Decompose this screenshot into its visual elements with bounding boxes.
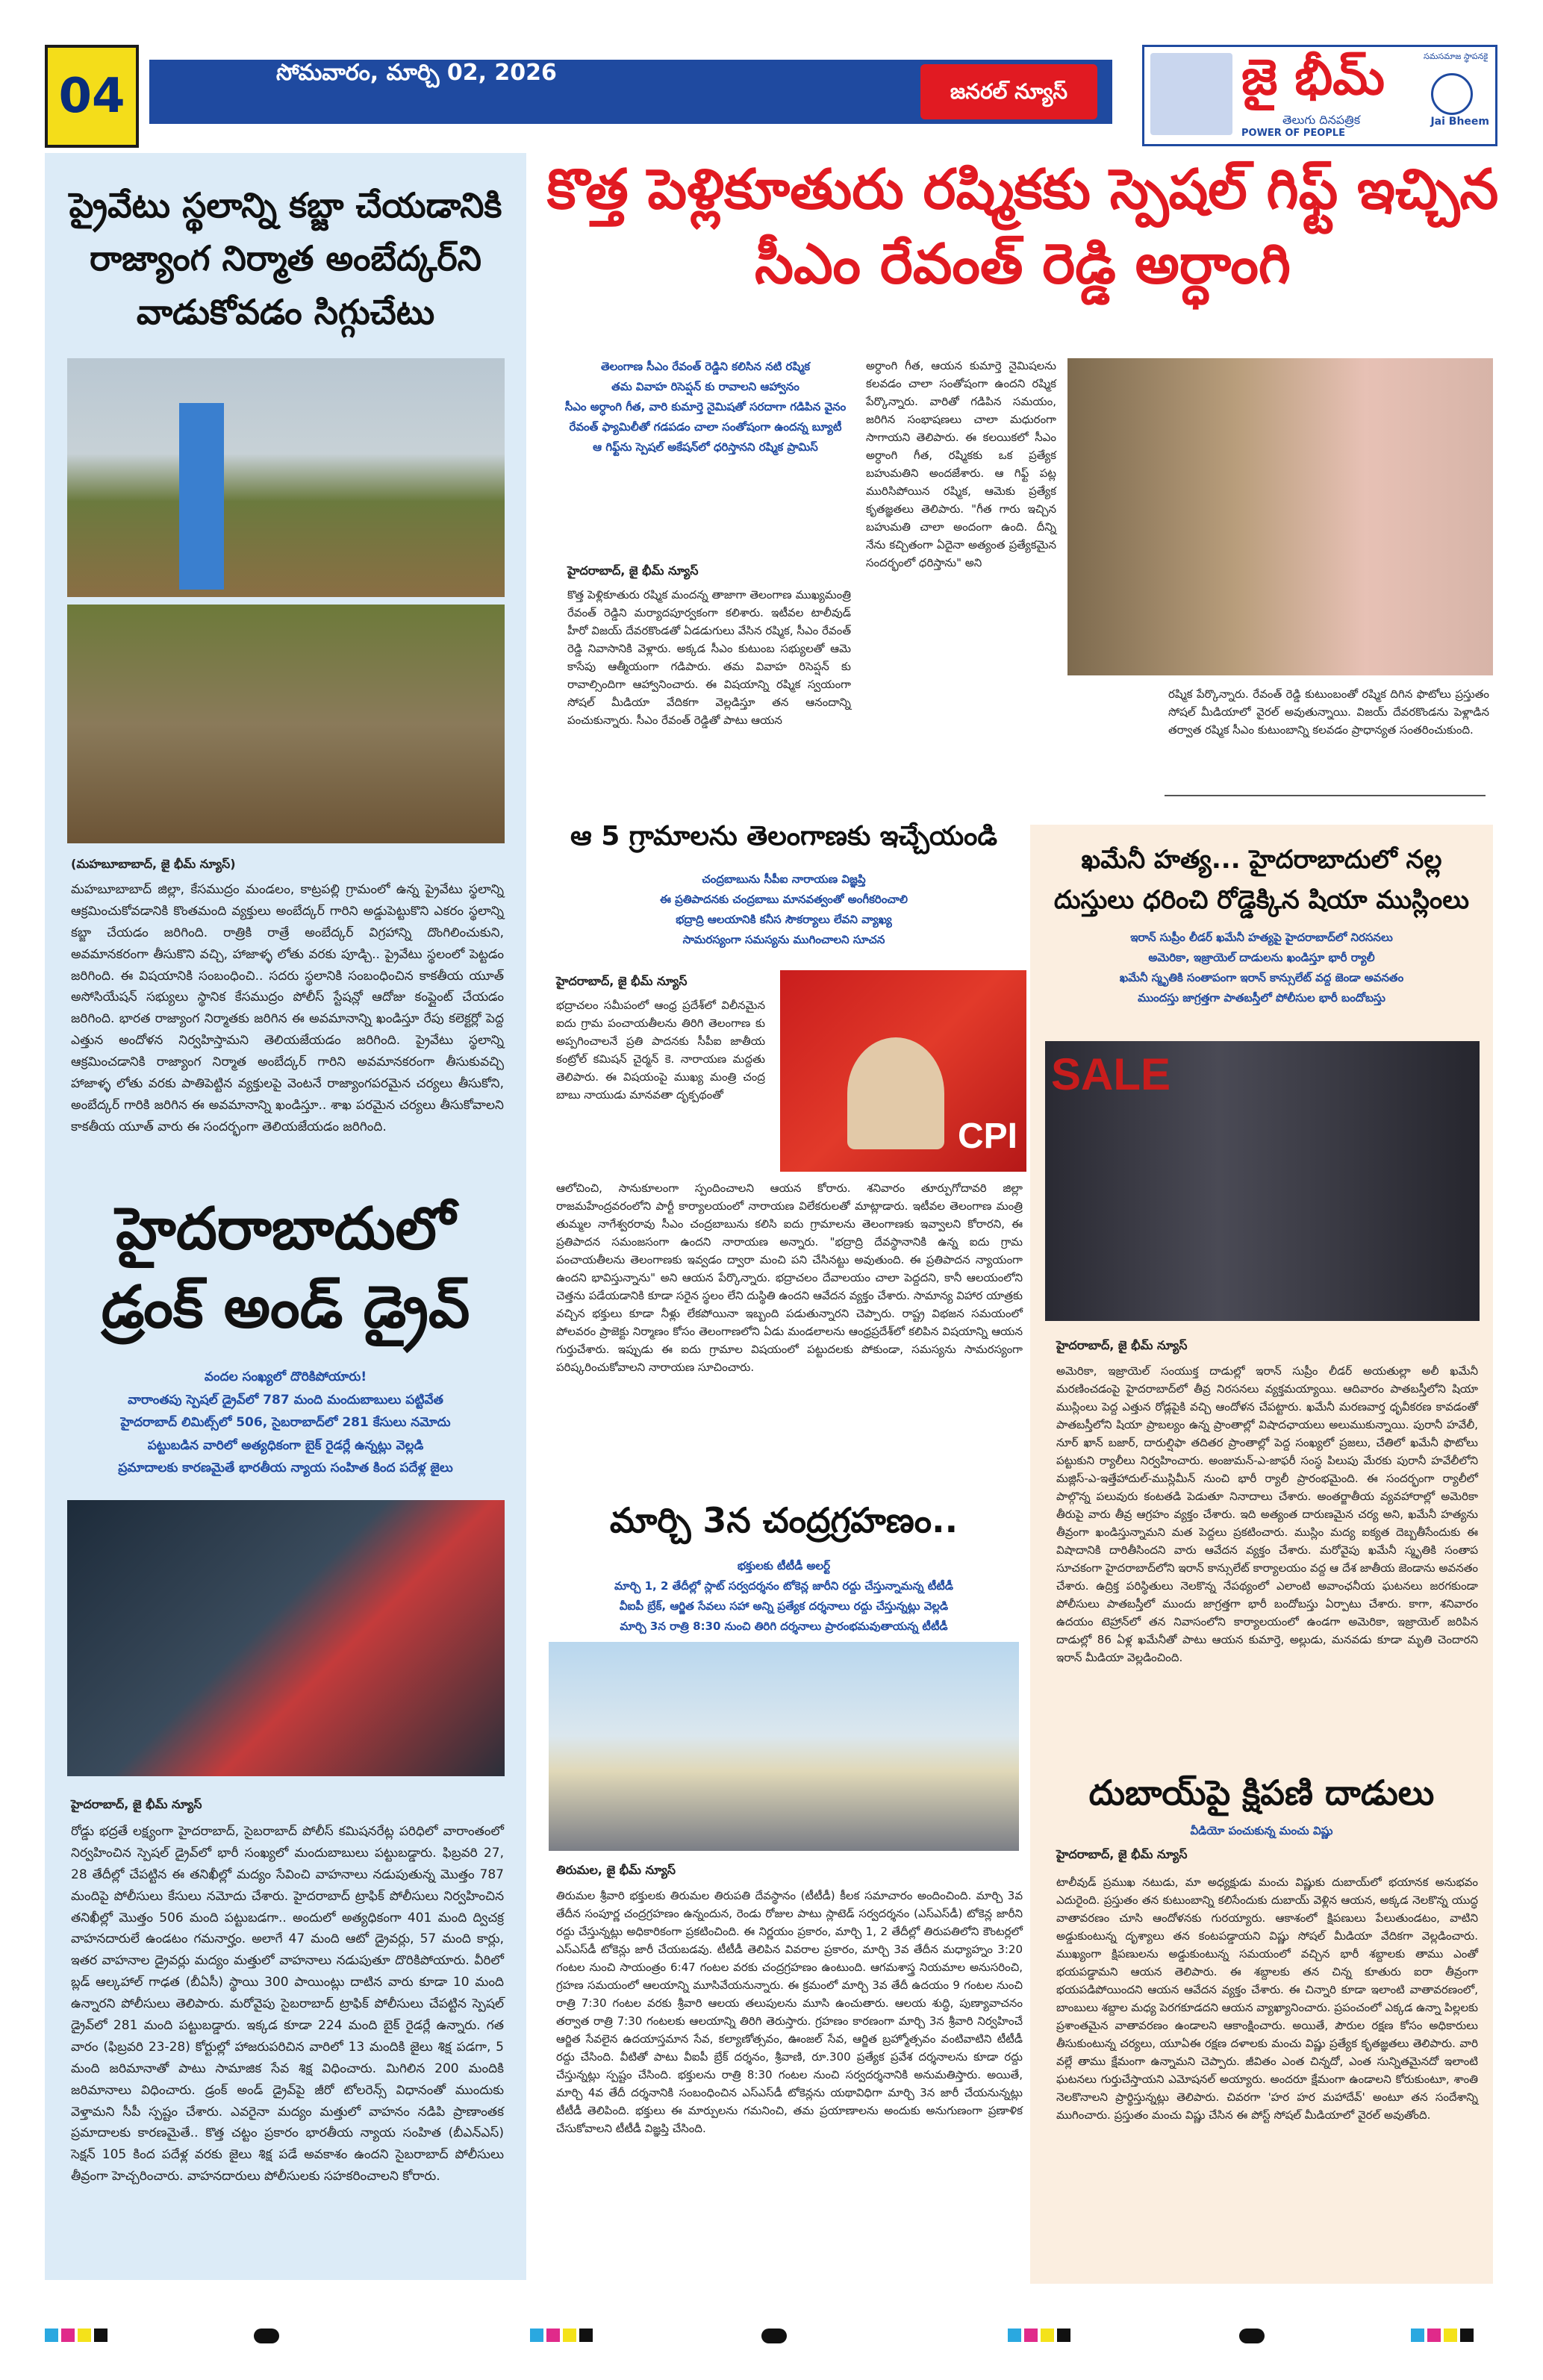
sale-sign-text: SALE (1051, 1049, 1171, 1099)
cpi-banner-text: CPI (957, 1116, 1017, 1156)
highlight-line: ప్రమాదాలకు కారణమైతే భారతీయ న్యాయ సంహిత కింద పదేళ్ల జైలు (118, 1461, 453, 1476)
main-headline: కొత్త పెళ్లికూతురు రష్మికకు స్పెషల్ గిఫ్ట్ ఇచ్చిన సీఎం రేవంత్ రెడ్డి అర్ధాంగి (546, 157, 1499, 296)
khamenei-body: అమెరికా, ఇజ్రాయెల్ సంయుక్త దాడుల్లో ఇరాన్ సుప్రీం లీడర్ అయతుల్లా అలీ ఖమేనీ మరణించడంపై హైదరాబాద్‌లో తీవ్ర నిరసనలు వ్యక్తమయ్యాయి. ఆదివారం పాతబస్తీలోని షియా ముస్లింలు పెద్ద ఎత్తున రోడ్లపైకి వచ్చి ఆందోళన చేపట్టారు. ఖమేనీ మరణవార్త ధృవీకరణ కావడంతో పాతబస్తీలోని షియా ప్రాబల్యం ఉన్న ప్రాంతాల్లో విషాదఛాయలు అలుముకున్నాయి. పురానీ హవేలీ, నూర్ ఖాన్ బజార్, దారుల్షిఫా తదితర ప్రాంతాల్లో పెద్ద సంఖ్యలో ప్రజలు, చేతిలో ఖమేనీ ఫొటోలు పట్టుకుని ర్యాలీలు నిర్వహించారు. అంజుమన్-ఎ-జాఫరీ సంస్థ పిలుపు మేరకు పురానీ హవేలీలోని మజ్లిస్-ఎ-ఇత్తేహాదుల్-ముస్లిమీన్ నుంచి భారీ ర్యాలీ ప్రారంభమైంది. ఈ సందర్భంగా ర్యాలీలో పాల్గొన్న పలువురు కంటతడి పెడుతూ నినాదాలు చేశారు. అంతర్జాతీయ వ్యవహారాల్లో అమెరికా తీరుపై వారు తీవ్ర ఆగ్రహం వ్యక్తం చేశారు. ఇది అత్యంత దారుణమైన చర్య అని, ఖమేనీ హత్యను తీవ్రంగా ఖండిస్తున్నామని మత పెద్దలు ప్రకటించారు. ముస్లిం మద్య ఐక్యత దెబ్బతీసేందుకు ఈ విషాదానికి దారితీసిందని వారు ఆవేదన వ్యక్తం చేశారు. మరోవైపు ఖమేనీ స్మృతికి సంతాప సూచకంగా హైదరాబాద్‌లోని ఇరాన్ కాన్సులేట్ కార్యాలయం వద్ద ఆ దేశ జాతీయ జెండాను అవనతం చేశారు. ఉద్రిక్త పరిస్థితులు నెలకొన్న నేపథ్యంలో ఎలాంటి అవాంఛనీయ ఘటనలు జరగకుండా పోలీసులు పాతబస్తీలో ముందు జాగ్రత్తగా భారీ బందోబస్తు ఏర్పాటు చేశారు. కాగా, శనివారం ఉదయం టెహ్రాన్‌లో తన నివాసంలోని కార్యాలయంలో ఉండగా అమెరికా, ఇజ్రాయెల్ జరిపిన దాడుల్లో 86 ఏళ్ల ఖమేనీతో పాటు ఆయన కుమార్తె, అల్లుడు, మనవడు కూడా మృతి చెందారని ఇరాన్ మీడియా వెల్లడించింది. (1056, 1364, 1478, 1664)
highlight-line: వీఐపీ బ్రేక్, ఆర్జిత సేవలు సహా అన్ని ప్రత్యేక దర్శనాలు రద్దు చేస్తున్నట్లు వెల్లడి (619, 1599, 949, 1613)
highlight-line: ఆ గిఫ్ట్‌ను స్పెషల్ అకేషన్‌లో ధరిస్తానని రష్మిక ప్రామిస్ (593, 440, 818, 454)
masthead-motto: POWER OF PEOPLE (1241, 128, 1345, 139)
color-swatch (1460, 2329, 1474, 2342)
ambedkar-statue-photo (67, 358, 505, 597)
main-byline: హైదరాబాద్, జై భీమ్ న్యూస్ (567, 563, 699, 578)
khamenei-byline: హైదరాబాద్, జై భీమ్ న్యూస్ (1056, 1338, 1188, 1352)
highlight-line: అమెరికా, ఇజ్రాయెల్ దాడులను ఖండిస్తూ భారీ ర్యాలీ (1148, 951, 1375, 964)
registration-mark (254, 2329, 279, 2343)
story2-highlights (60, 1366, 511, 1480)
highlight-line: ఖమేనీ స్మృతికి సంతాపంగా ఇరాన్ కాన్సులేట్ వద్ద జెండా అవనతం (1119, 971, 1404, 984)
highlight-line: వందల సంఖ్యలో దొరికిపోయారు! (204, 1369, 367, 1384)
highlight-line: ఇరాన్ సుప్రీం లీడర్ ఖమేనీ హత్యపై హైదరాబాద్‌లో నిరసనలు (1130, 931, 1393, 944)
section-label: జనరల్ న్యూస్ (920, 64, 1097, 119)
color-swatch (61, 2329, 75, 2342)
tirumala-temple-photo (549, 1642, 1019, 1851)
highlight-line: మార్చి 3న రాత్రి 8:30 నుంచి తిరిగి దర్శనాలు ప్రారంభమవుతాయన్న టీటీడీ (620, 1620, 948, 1633)
masthead-brand: Jai Bheem (1430, 116, 1489, 128)
main-body-3: రష్మిక పేర్కొన్నారు. రేవంత్ రెడ్డి కుటుంబంతో రష్మిక దిగిన ఫొటోలు ప్రస్తుతం సోషల్ మీడియాలో వైరల్ అవుతున్నాయి. విజయ్ దేవరకొండను పెళ్లాడిన తర్వాత రష్మిక సీఎం కుటుంబాన్ని కలవడం ప్రాధాన్యత సంతరించుకుంది. (1168, 687, 1489, 737)
statue-figure (179, 403, 224, 590)
main-body-1: కొత్త పెళ్లికూతురు రష్మిక మందన్న తాజాగా తెలంగాణ ముఖ్యమంత్రి రేవంత్ రెడ్డిని మర్యాదపూర్వకంగా కలిశారు. ఇటీవల టాలీవుడ్ హీరో విజయ్ దేవరకొండతో ఏడడుగులు వేసిన రష్మిక, సీఎం రేవంత్ రెడ్డి నివాసానికి వెళ్లారు. అక్కడ సీఎం కుటుంబ సభ్యులతో ఆమె కాసేపు ఆత్మీయంగా గడిపారు. తమ వివాహ రిసెప్షన్ కు రావాల్సిందిగా ఆహ్వానించారు. ఈ విషయాన్ని రష్మిక స్వయంగా సోషల్ మీడియా వేదికగా వెల్లడిస్తూ తన ఆనందాన్ని పంచుకున్నారు. సీఎం రేవంత్ రెడ్డితో పాటు ఆయన (567, 588, 851, 727)
color-swatch (94, 2329, 107, 2342)
color-swatch (563, 2329, 576, 2342)
narayana-photo (780, 970, 1026, 1172)
color-swatch (579, 2329, 593, 2342)
eclipse-highlights (545, 1556, 1023, 1637)
story2-byline: హైదరాబాద్, జై భీమ్ న్యూస్ (71, 1797, 202, 1811)
issue-date: సోమవారం, మార్చి 02, 2026 (276, 60, 557, 86)
villages-byline: హైదరాబాద్, జై భీమ్ న్యూస్ (556, 974, 688, 988)
khamenei-highlights (1045, 928, 1478, 1008)
villages-highlights (545, 869, 1023, 950)
eclipse-byline: తిరుమల, జై భీమ్ న్యూస్ (556, 1863, 676, 1877)
story1-byline: (మహబూబాబాద్, జై భీమ్ న్యూస్) (71, 857, 236, 871)
main-body-2: అర్ధాంగి గీత, ఆయన కుమార్తె నైమిషలను కలవడం చాలా సంతోషంగా ఉందని రష్మిక పేర్కొన్నారు. వారితో గడిపిన సమయం, జరిగిన సంభాషణలు చాలా మధురంగా సాగాయని తెలిపారు. ఈ కలయికలో సీఎం అర్ధాంగి గీత, రష్మికకు ఒక ప్రత్యేక బహుమతిని అందజేశారు. ఆ గిఫ్ట్ పట్ల మురిసిపోయిన రష్మిక, ఆమెకు ప్రత్యేక కృతజ్ఞతలు తెలిపారు. "గీత గారు ఇచ్చిన బహుమతి చాలా అందంగా ఉంది. దీన్ని నేను కచ్చితంగా ఏదైనా అత్యంత ప్రత్యేకమైన సందర్భంలో ధరిస్తాను" అని (866, 359, 1056, 569)
ambedkar-portrait-image (1150, 53, 1232, 135)
highlight-line: భక్తులకు టీటీడీ అలర్ట్ (737, 1559, 831, 1572)
story2-headline: హైదరాబాదులో డ్రంక్ అండ్ డ్రైవ్ (101, 1196, 470, 1342)
dubai-subhead: వీడియో పంచుకున్న మంచు విష్ణు (1190, 1824, 1333, 1837)
highlight-line: సామరస్యంగా సమస్యను ముగించాలని సూచన (682, 933, 885, 946)
color-swatch (546, 2329, 560, 2342)
highlight-line: తమ వివాహ రిసెప్షన్ కు రావాలని ఆహ్వానం (611, 380, 799, 393)
dubai-headline: దుబాయ్‌పై క్షిపణి దాడులు (1088, 1772, 1435, 1813)
story1-body: మహబూబాబాద్ జిల్లా, కేసముద్రం మండలం, కాట్రపల్లి గ్రామంలో ఉన్న ప్రైవేటు స్థలాన్ని ఆక్రమించుకోవడానికి కొంతమంది వ్యక్తులు అంబేద్కర్ గారిని అడ్డుపెట్టుకొని ఎకరం స్థలాన్ని కబ్జా చేయడం జరిగింది. రాత్రికి రాత్రే అంబేద్కర్ విగ్రహాన్ని దొంగిలించుకుని, అవమానకరంగా తీసుకొని వచ్చి, హాజాళ్ళ లోతు వరకు పూడ్చి.. ప్రైవేటు స్థలంలో పెట్టడం జరిగింది. ఈ విషయానికి సంబంధించి.. సదరు స్థలానికి సంబంధించిన కాకతీయ యూత్ అసోసియేషన్ సభ్యులు స్థానిక కేసముద్రం పోలీస్ స్టేషన్లో ఆదోజు కంప్లైంట్ చేయడం జరిగింది. భారత రాజ్యాంగ నిర్మాతకు జరిగిన ఈ అవమానాన్ని ఖండిస్తూ రేపు కలెక్టర్లో పెద్ద ఎత్తున అందోళన నిర్వహిస్తామని తెలియజేయడం జరిగింది. ప్రైవేటు స్థలాన్ని ఆక్రమించడానికి రాజ్యాంగ నిర్మాత అంబేద్కర్ గారిని అవమానకరంగా తీసుకువచ్చి హాజాళ్ళ లోతు వరకు పాతిపెట్టిన వ్యక్తులపై వెంటనే రాజ్యాంగపరమైన చర్యలు తీసుకోని, అంబేద్కర్ గారికి జరిగిన ఈ అవమానాన్ని ఖండిస్తూ.. శాఖ పరమైన చర్యలు తీసుకోవాలని కాకతీయ యూత్ వారు ఈ సందర్భంగా తెలియజేయడం జరిగింది. (71, 882, 504, 1134)
rashmika-photo (1067, 358, 1493, 675)
story1-headline: ప్రైవేటు స్థలాన్ని కబ్జా చేయడానికి రాజ్యాంగ నిర్మాత అంబేద్కర్‌ని వాడుకోవడం సిగ్గుచేటు (69, 185, 502, 332)
villages-body-1: భద్రాచలం సమీపంలో ఆంధ్ర ప్రదేశ్‌లో విలీనమైన ఐదు గ్రామ పంచాయతీలను తిరిగి తెలంగాణ కు అప్పగించాలనే ప్రతి పాదనకు సీపీఐ జాతీయ కంట్రోల్ కమిషన్ చైర్మన్ కె. నారాయణ మద్దతు తెలిపారు. ఈ విషయంపై ముఖ్య మంత్రి చంద్ర బాబు నాయుడు మానవతా దృక్పథంతో (556, 999, 765, 1102)
registration-mark (1239, 2329, 1265, 2343)
highlight-line: చంద్రబాబును సీపీఐ నారాయణ విజ్ఞప్తి (702, 872, 866, 886)
drunk-drive-photo (67, 1500, 505, 1776)
dubai-body: టాలీవుడ్ ప్రముఖ నటుడు, మా అధ్యక్షుడు మంచు విష్ణుకు దుబాయ్‌లో భయానక అనుభవం ఎదురైంది. ప్రస్తుతం తన కుటుంబాన్ని కలిసేందుకు దుబాయ్ వెళ్లిన ఆయన, అక్కడ నెలకొన్న యుద్ధ వాతావరణం చూసి ఆందోళనకు గురయ్యారు. ఆకాశంలో క్షిపణులు పేలుతుండటం, వాటిని అడ్డుకుంటున్న దృశ్యాలు తన కంటపడ్డాయని విష్ణు సోషల్ మీడియా వేదికగా వెల్లడించారు. ముఖ్యంగా క్షిపణులను అడ్డుకుంటున్న సమయంలో వచ్చిన భారీ శబ్దాలకు తాము ఎంతో భయపడ్డామని ఆయన తెలిపారు. ఈ శబ్దాలకు తన చిన్న కూతురు ఐరా తీవ్రంగా భయపడిపోయిందని ఆయన ఆవేదన వ్యక్తం చేశారు. ఈ చిన్నారి కూడా ఇలాంటి వాతావరణంలో, బాంబులు శబ్దాల మధ్య పెరగకూడదని ఆయన వ్యాఖ్యానించారు. ప్రపంచంలో ఎక్కడ ఉన్నా పిల్లలకు ప్రశాంతమైన వాతావరణం ఉండాలని ఆకాంక్షించారు. అయితే, పౌరుల రక్షణ కోసం అధికారులు తీసుకుంటున్న చర్యలు, యూఏఈ రక్షణ దళాలకు మంచు విష్ణు ప్రత్యేక కృతజ్ఞతలు తెలిపారు. వారి వల్లే తాము క్షేమంగా ఉన్నామని చెప్పారు. జీవితం ఎంత చిన్నదో, ఎంత సున్నితమైనదో ఇలాంటి ఘటనలు గుర్తుచేస్తాయని ఎమోషనల్ అయ్యారు. అందరూ క్షేమంగా ఉండాలని కోరుకుంటూ, శాంతి నెలకొనాలని ప్రార్థిస్తున్నట్లు తెలిపారు. చివరగా 'హర హర మహాదేవ్' అంటూ తన సందేశాన్ని ముగించారు. ప్రస్తుతం మంచు విష్ణు చేసిన ఈ పోస్ట్ సోషల్ మీడియాలో వైరల్ అవుతోంది. (1056, 1875, 1478, 2122)
site-photo (67, 605, 505, 843)
protest-photo (1045, 1041, 1480, 1321)
divider (1165, 795, 1486, 796)
color-swatch (78, 2329, 91, 2342)
highlight-line: వారాంతపు స్పెషల్ డ్రైవ్‌లో 787 మంది మందుబాబులు పట్టివేత (128, 1392, 443, 1408)
masthead-title: జై భీమ్ (1241, 49, 1385, 106)
print-color-strip (45, 2329, 1493, 2342)
color-swatch (1041, 2329, 1054, 2342)
registration-mark (761, 2329, 787, 2343)
story2-body: రోడ్డు భద్రతే లక్ష్యంగా హైదరాబాద్, సైబరాబాద్ పోలీస్ కమిషనరేట్ల పరిధిలో వారాంతంలో నిర్వహించిన స్పెషల్ డ్రైవ్‌లో భారీ సంఖ్యలో మందుబాబులు పట్టుబడ్డారు. ఫిబ్రవరి 27, 28 తేదీల్లో చేపట్టిన ఈ తనిఖీల్లో మద్యం సేవించి వాహనాలు నడుపుతున్న మొత్తం 787 మందిపై పోలీసులు కేసులు నమోదు చేశారు. హైదరాబాద్ ట్రాఫిక్ పోలీసులు నిర్వహించిన తనిఖీల్లో మొత్తం 506 మంది పట్టుబడగా.. అందులో అత్యధికంగా 401 మంది ద్విచక్ర వాహనదారులే ఉండటం గమనార్హం. అలాగే 47 మంది ఆటో డ్రైవర్లు, 57 మంది కార్లు, ఇతర వాహనాల డ్రైవర్లు మద్యం మత్తులో వాహనాలు నడుపుతూ దొరికిపోయారు. వీరిలో బ్లడ్ ఆల్కహాల్ గాఢత (బీఏసీ) స్థాయి 300 పాయింట్లు దాటిన వారు కూడా 10 మంది ఉన్నారని పోలీసులు తెలిపారు. మరోవైపు సైబరాబాద్ ట్రాఫిక్ పోలీసులు చేపట్టిన స్పెషల్ డ్రైవ్‌లో 281 మంది పట్టుబడ్డారు. ఇక్కడ కూడా 224 మంది బైక్ రైడర్లే ఉన్నారు. గత వారం (ఫిబ్రవరి 23-28) కోర్టుల్లో హాజరుపరిచిన వారిలో 13 మందికి జైలు శిక్ష పడగా, 5 మంది జరిమానాతో పాటు సామాజిక సేవ శిక్ష విధించారు. మిగిలిన 200 మందికి జరిమానాలు విధించారు. డ్రంక్ అండ్ డ్రైవ్‌పై జీరో టోలరెన్స్ విధానంతో ముందుకు వెళ్తామని సీపీ స్పష్టం చేశారు. ఎవరైనా మద్యం మత్తులో వాహనం నడిపి ప్రాణాంతక ప్రమాదాలకు కారణమైతే.. కొత్త చట్టం ప్రకారం భారతీయ న్యాయ సంహిత (బీఎన్ఎస్) సెక్షన్ 105 కింద పదేళ్ల వరకు జైలు శిక్ష పడే అవకాశం ఉందని సైబరాబాద్ పోలీసులు తీవ్రంగా హెచ్చరించారు. వాహనదారులు పోలీసులకు సహకరించాలని కోరారు. (71, 1824, 504, 2184)
villages-body-2: ఆలోచించి, సానుకూలంగా స్పందించాలని ఆయన కోరారు. శనివారం తూర్పుగోదావరి జిల్లా రాజమహేంద్రవరంలోని పార్టీ కార్యాలయంలో నారాయణ విలేకరులతో మాట్లాడారు. ఇటీవల తెలంగాణ మంత్రి తుమ్మల నాగేశ్వరరావు సీఎం చంద్రబాబును కలిసి ఐదు గ్రామాలను తెలంగాణకు ఇవ్వాలని కోరారని, ఈ ప్రతిపాదన సమంజసంగా ఉందని నారాయణ అన్నారు. "భద్రాద్రి దేవస్థానానికి ఉన్న ఐదు గ్రామ పంచాయతీలను తెలంగాణకు ఇవ్వడం ద్వారా మంచి పని చేసినట్టు అవుతుంది. ఈ ప్రతిపాదన న్యాయంగా ఉందని భావిస్తున్నాను" అని ఆయన పేర్కొన్నారు. భద్రాచలం దేవాలయం చాలా పెద్దదని, కానీ ఆలయంలోని చెత్తను పడేయడానికి కూడా సరైన స్థలం లేని దుస్థితి ఉందని ఆవేదన వ్యక్తం చేశారు. సామాన్య విహార యాత్రకు వచ్చిన భక్తులు కూడా నీళ్లు లేకపోయినా ఇబ్బంది పడుతున్నారని చెప్పారు. రాష్ట్ర విభజన సమయంలో పోలవరం ప్రాజెక్టు నిర్మాణం కోసం తెలంగాణలోని ఏడు మండలాలను ఆంధ్రప్రదేశ్‌లో కలిపిన విషయాన్ని ఆయన గుర్తుచేశారు. ఇప్పుడు ఈ ఐదు గ్రామాల విషయంలో పట్టుదలకు పోకుండా, సమస్యను సామరస్యంగా పరిష్కరించుకోవాలని నారాయణ సూచించారు. (556, 1181, 1023, 1374)
masthead-side-text: సమసమాజ స్థాపనకై (1424, 51, 1489, 61)
highlight-line: తెలంగాణ సీఎం రేవంత్ రెడ్డిని కలిసిన నటి రష్మిక (600, 360, 811, 373)
color-swatch (1427, 2329, 1441, 2342)
color-swatch (530, 2329, 543, 2342)
highlight-line: పట్టుబడిన వారిలో అత్యధికంగా బైక్ రైడర్లే ఉన్నట్లు వెల్లడి (147, 1437, 424, 1453)
color-swatch (1024, 2329, 1038, 2342)
khamenei-headline: ఖమేనీ హత్య... హైదరాబాదులో నల్ల దుస్తులు ధరించి రోడ్డెక్కిన షియా ముస్లింలు (1053, 845, 1470, 916)
eclipse-body: తిరుమల శ్రీవారి భక్తులకు తిరుమల తిరుపతి దేవస్థానం (టీటీడీ) కీలక సమాచారం అందించింది. మార్చి 3వ తేదీన సంపూర్ణ చంద్రగ్రహణం ఉన్నందున, రెండు రోజుల పాటు స్లాటెడ్ సర్వదర్శనం (ఎస్ఎస్‌డీ) టోకెన్ల జారీని రద్దు చేస్తున్నట్లు అధికారికంగా ప్రకటించింది. ఈ నిర్ణయం ప్రకారం, మార్చి 1, 2 తేదీల్లో తిరుపతిలోని కౌంటర్లలో ఎస్ఎస్‌డీ టోకెన్లు జారీ చేయబడవు. టీటీడీ తెలిపిన వివరాల ప్రకారం, మార్చి 3వ తేదీన మధ్యాహ్నం 3:20 గంటల నుంచి సాయంత్రం 6:47 గంటల వరకు చంద్రగ్రహణం ఉంటుంది. ఆగమశాస్త్ర నియమాల అనుసరించి, గ్రహణ సమయంలో ఆలయాన్ని మూసివేయనున్నారు. ఈ క్రమంలో మార్చి 3వ తేదీ ఉదయం 9 గంటల నుంచి రాత్రి 7:30 గంటల వరకు శ్రీవారి ఆలయ తలుపులను మూసి ఉంచుతారు. ఆలయ శుద్ధి, పుణ్యావాచనం తర్వాత రాత్రి 7:30 గంటలకు ఆలయాన్ని తిరిగి తెరుస్తారు. గ్రహణం కారణంగా మార్చి 3న శ్రీవారి నిర్వహించే ఆర్జిత సేవలైన ఉదయాస్తమాన సేవ, కల్యాణోత్సవం, ఊంజల్ సేవ, ఆర్జిత బ్రహ్మోత్సవం వంటివాటిని టీటీడీ రద్దు చేసింది. వీటితో పాటు వీఐపీ బ్రేక్ దర్శనం, శ్రీవాణి, రూ.300 ప్రత్యేక ప్రవేశ దర్శనాలను కూడా రద్దు చేస్తున్నట్లు స్పష్టం చేసింది. భక్తులను రాత్రి 8:30 గంటల నుంచి సర్వదర్శనానికి అనుమతిస్తారు. అయితే, మార్చి 4వ తేదీ దర్శనానికి సంబంధించిన ఎస్ఎస్‌డీ టోకెన్లను యథావిధిగా మార్చి 3న జారీ చేయనున్నట్లు టీటీడీ తెలిపింది. భక్తులు ఈ మార్పులను గమనించి, తమ ప్రయాణాలను అందుకు అనుగుణంగా ప్రణాళిక చేసుకోవాలని టీటీడీ విజ్ఞప్తి చేసింది. (556, 1889, 1023, 2135)
page-number: 04 (45, 45, 139, 148)
eclipse-headline: మార్చి 3న చంద్రగ్రహణం.. (609, 1500, 958, 1540)
seal-icon (1431, 73, 1473, 115)
color-swatch (1411, 2329, 1424, 2342)
highlight-line: హైదరాబాద్ లిమిట్స్‌లో 506, సైబరాబాద్‌లో 281 కేసులు నమోదు (120, 1415, 451, 1431)
dubai-byline: హైదరాబాద్, జై భీమ్ న్యూస్ (1056, 1847, 1188, 1861)
color-swatch (1444, 2329, 1457, 2342)
villages-headline: ఆ 5 గ్రామాలను తెలంగాణకు ఇచ్చేయండి (570, 821, 998, 852)
highlight-line: భద్రాద్రి ఆలయానికి కనీస సౌకర్యాలు లేవని వ్యాఖ్య (676, 913, 892, 926)
date-bar (149, 60, 1112, 124)
highlight-line: ముందస్తు జాగ్రత్తగా పాతబస్తీలో పోలీసుల భారీ బందోబస్తు (1138, 991, 1385, 1005)
color-swatch (45, 2329, 58, 2342)
masthead-tagline: తెలుగు దినపత్రిక (1282, 113, 1361, 127)
highlight-line: మార్చి 1, 2 తేదీల్లో స్లాట్ సర్వదర్శనం టోకెన్ల జారీని రద్దు చేస్తున్నామన్న టీటీడీ (614, 1579, 953, 1593)
highlight-line: సీఎం అర్ధాంగి గీత, వారి కుమార్తె నైమిషతో సరదాగా గడిపిన వైనం (564, 400, 847, 413)
highlight-line: ఈ ప్రతిపాదనకు చంద్రబాబు మానవత్వంతో అంగీకరించాలి (660, 893, 908, 906)
color-swatch (1057, 2329, 1070, 2342)
masthead (1142, 45, 1497, 146)
highlight-line: రేవంత్ ఫ్యామిలీతో గడపడం చాలా సంతోషంగా ఉందన్న బ్యూటీ (569, 420, 842, 434)
main-highlights (556, 357, 855, 457)
person-figure (847, 1037, 944, 1149)
color-swatch (1008, 2329, 1021, 2342)
